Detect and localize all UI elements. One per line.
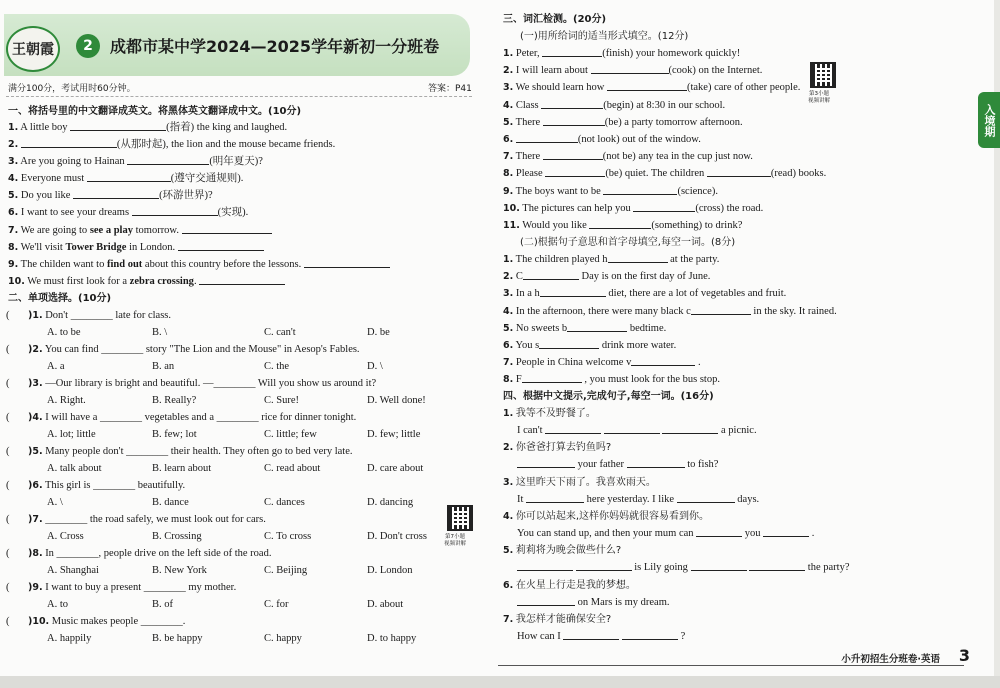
part1-item-10: 10. We must first look for a zebra crossing. — [8, 275, 285, 288]
part4-english-line: your father to fish? — [517, 458, 718, 471]
mcq-option[interactable]: B. learn about — [152, 463, 212, 474]
mcq-option[interactable]: B. New York — [152, 565, 207, 576]
answer-bracket[interactable]: ( — [6, 582, 10, 593]
mcq-option[interactable]: C. read about — [264, 463, 321, 474]
part1-item-9: 9. The childen want to find out about this country before the lessons. — [8, 258, 390, 271]
mcq-option[interactable]: D. about — [367, 599, 404, 610]
part3-item: 3. We should learn how (take) care of other people. — [503, 82, 801, 94]
part1-item-6: 6. I want to see your dreams (实现). — [8, 207, 249, 218]
mcq-question: ( )5. Many people don't ________ their health. They often go to bed very late. — [6, 446, 353, 457]
mcq-question: ( )6. This girl is ________ beautifully. — [6, 480, 186, 491]
answer-bracket[interactable]: ( — [6, 412, 10, 423]
part3-initial-letter-item: 7. People in China welcome v . — [503, 357, 701, 369]
header-divider — [6, 96, 472, 97]
part4-chinese-prompt: 2. 你爸爸打算去钓鱼吗? — [503, 442, 612, 454]
part3-item: 11. Would you like (something) to drink? — [503, 220, 743, 231]
part3-initial-letter-item: 5. No sweets b bedtime. — [503, 322, 667, 334]
mcq-option[interactable]: A. Cross — [47, 531, 84, 542]
mcq-option[interactable]: B. of — [152, 599, 173, 610]
part3-item: 8. Please (be) quiet. The children (read) books. — [503, 168, 827, 180]
mcq-question: ( )8. In ________, people drive on the left side of the road. — [6, 548, 272, 559]
mcq-option[interactable]: D. dancing — [367, 497, 414, 508]
part4-heading: 四、根据中文提示,完成句子,每空一词。(16分) — [503, 391, 714, 402]
qr-caption-q3: 第3小题 视频讲解 — [808, 91, 831, 104]
part4-english-line: It here yesterday. I like days. — [517, 493, 760, 505]
mcq-option[interactable]: D. few; little — [367, 429, 421, 440]
qr-code-q7[interactable] — [447, 505, 473, 531]
mcq-question: ( )10. Music makes people ________. — [6, 616, 186, 627]
part1-item-2: 2. (从那时起), the lion and the mouse became friends. — [8, 139, 336, 150]
page-number: 3 — [958, 646, 970, 665]
section-tab[interactable]: 入境期 — [978, 92, 1000, 148]
mcq-question: ( )4. I will have a ________ vegetables and a ________ rice for dinner tonight. — [6, 412, 357, 423]
mcq-question: ( )9. I want to buy a present ________ my mother. — [6, 582, 237, 593]
mcq-option[interactable]: D. Well done! — [367, 395, 426, 406]
mcq-question: ( )2. You can find ________ story "The Lion and the Mouse" in Aesop's Fables. — [6, 344, 360, 355]
answer-bracket[interactable]: ( — [6, 446, 10, 457]
answer-bracket[interactable]: ( — [6, 480, 10, 491]
mcq-option[interactable]: C. Beijing — [264, 565, 308, 576]
mcq-option[interactable]: B. Crossing — [152, 531, 202, 542]
mcq-option[interactable]: C. Sure! — [264, 395, 299, 406]
mcq-question: ( )3. —Our library is bright and beautiful. —________ Will you show us around it? — [6, 378, 377, 389]
mcq-option[interactable]: B. \ — [152, 327, 168, 338]
mcq-option[interactable]: A. Right. — [47, 395, 86, 406]
part4-chinese-prompt: 3. 这里昨天下雨了。我喜欢雨天。 — [503, 476, 656, 488]
part1-item-8: 8. We'll visit Tower Bridge in London. — [8, 241, 264, 254]
part3-item: 1. Peter, (finish) your homework quickly! — [503, 48, 741, 59]
part4-chinese-prompt: 5. 莉莉将为晚会做些什么? — [503, 545, 622, 557]
brand-logo — [6, 26, 60, 72]
answer-bracket[interactable]: ( — [6, 548, 10, 559]
mcq-option[interactable]: D. be — [367, 327, 390, 338]
mcq-option[interactable]: B. an — [152, 361, 175, 372]
mcq-option[interactable]: C. can't — [264, 327, 296, 338]
mcq-question: ( )1. Don't ________ late for class. — [6, 310, 172, 321]
mcq-option[interactable]: D. to happy — [367, 633, 417, 644]
mcq-option[interactable]: D. Don't cross — [367, 531, 427, 542]
part4-english-line: is Lily going the party? — [517, 561, 849, 574]
part3-initial-letter-item: 8. F , you must look for the bus stop. — [503, 374, 720, 386]
mcq-option[interactable]: B. be happy — [152, 633, 203, 644]
part3-item: 7. There (not be) any tea in the cup just now. — [503, 151, 753, 163]
mcq-option[interactable]: B. dance — [152, 497, 189, 508]
part3-sub2-heading: (二)根据句子意思和首字母填空,每空一词。(8分) — [520, 237, 736, 248]
qr-code-q3[interactable] — [810, 62, 836, 88]
part4-chinese-prompt: 4. 你可以站起来,这样你妈妈就很容易看到你。 — [503, 510, 710, 522]
logo-text: 王朝霞 — [12, 42, 54, 58]
mcq-option[interactable]: D. London — [367, 565, 413, 576]
part3-item: 4. Class (begin) at 8:30 in our school. — [503, 99, 726, 111]
mcq-option[interactable]: B. Really? — [152, 395, 197, 406]
part4-chinese-prompt: 1. 我等不及野餐了。 — [503, 408, 596, 419]
part4-english-line: on Mars is my dream. — [517, 596, 670, 609]
answer-bracket[interactable]: ( — [6, 310, 10, 321]
mcq-option[interactable]: D. \ — [367, 361, 383, 372]
mcq-question: ( )7. ________ the road safely, we must look out for cars. — [6, 514, 266, 525]
part3-item: 2. I will learn about (cook) on the Internet. — [503, 65, 763, 77]
part1-item-5: 5. Do you like (环游世界)? — [8, 190, 213, 201]
part1-item-7: 7. We are going to see a play tomorrow. — [8, 224, 272, 237]
mcq-option[interactable]: C. happy — [264, 633, 302, 644]
mcq-option[interactable]: B. few; lot — [152, 429, 197, 440]
part2-heading: 二、单项选择。(10分) — [8, 293, 112, 304]
answer-bracket[interactable]: ( — [6, 378, 10, 389]
part4-chinese-prompt: 7. 我怎样才能确保安全? — [503, 613, 612, 625]
mcq-option[interactable]: C. To cross — [264, 531, 312, 542]
part3-item: 10. The pictures can help you (cross) the road. — [503, 202, 764, 214]
mcq-option[interactable]: C. the — [264, 361, 290, 372]
answer-bracket[interactable]: ( — [6, 514, 10, 525]
answer-reference: 答案：P41 — [428, 84, 472, 94]
part1-heading: 一、将括号里的中文翻译成英文。将黑体英文翻译成中文。(10分) — [8, 106, 302, 117]
footer-divider — [498, 665, 964, 666]
part1-item-3: 3. Are you going to Hainan (明年夏天)? — [8, 156, 263, 167]
part3-sub1-heading: (一)用所给词的适当形式填空。(12分) — [520, 31, 689, 42]
mcq-option[interactable]: A. to be — [47, 327, 81, 338]
mcq-option[interactable]: A. to — [47, 599, 68, 610]
mcq-option[interactable]: D. care about — [367, 463, 424, 474]
mcq-option[interactable]: A. talk about — [47, 463, 102, 474]
answer-bracket[interactable]: ( — [6, 344, 10, 355]
part3-initial-letter-item: 1. The children played h at the party. — [503, 254, 720, 265]
part1-item-1: 1. A little boy (指着) the king and laughed. — [8, 122, 288, 133]
part3-initial-letter-item: 6. You s drink more water. — [503, 340, 677, 351]
exam-info: 满分100分，考试用时60分钟。 — [8, 84, 136, 94]
part4-english-line: You can stand up, and then your mum can you . — [517, 527, 815, 539]
part4-english-line: I can't a picnic. — [517, 425, 757, 436]
part4-english-line: How can I ? — [517, 630, 686, 642]
part3-heading: 三、词汇检测。(20分) — [503, 14, 607, 25]
mcq-option[interactable]: C. for — [264, 599, 289, 610]
page-bottom-edge — [0, 676, 1000, 688]
mcq-option[interactable]: A. happily — [47, 633, 92, 644]
part3-item: 5. There (be) a party tomorrow afternoon. — [503, 116, 743, 128]
page-title: 成都市某中学2024—2025学年新初一分班卷 — [110, 37, 440, 56]
footer-book-title: 小升初招生分班卷·英语 — [841, 654, 940, 665]
mcq-option[interactable]: A. \ — [47, 497, 63, 508]
part3-initial-letter-item: 4. In the afternoon, there were many black c in the sky. It rained. — [503, 305, 837, 317]
mcq-option[interactable]: A. a — [47, 361, 65, 372]
part3-item: 6. (not look) out of the window. — [503, 134, 701, 145]
part3-item: 9. The boys want to be (science). — [503, 185, 718, 197]
part4-chinese-prompt: 6. 在火星上行走是我的梦想。 — [503, 579, 636, 591]
paper-number-badge: 2 — [76, 34, 100, 58]
mcq-option[interactable]: A. lot; little — [47, 429, 96, 440]
qr-caption-q7: 第7小题 视频讲解 — [444, 534, 467, 547]
mcq-option[interactable]: A. Shanghai — [47, 565, 99, 576]
mcq-option[interactable]: C. little; few — [264, 429, 317, 440]
part3-initial-letter-item: 2. C Day is on the first day of June. — [503, 271, 711, 283]
answer-bracket[interactable]: ( — [6, 616, 10, 627]
part3-initial-letter-item: 3. In a h diet, there are a lot of vegetables and fruit. — [503, 288, 787, 300]
mcq-option[interactable]: C. dances — [264, 497, 305, 508]
part1-item-4: 4. Everyone must (遵守交通规则). — [8, 173, 244, 184]
